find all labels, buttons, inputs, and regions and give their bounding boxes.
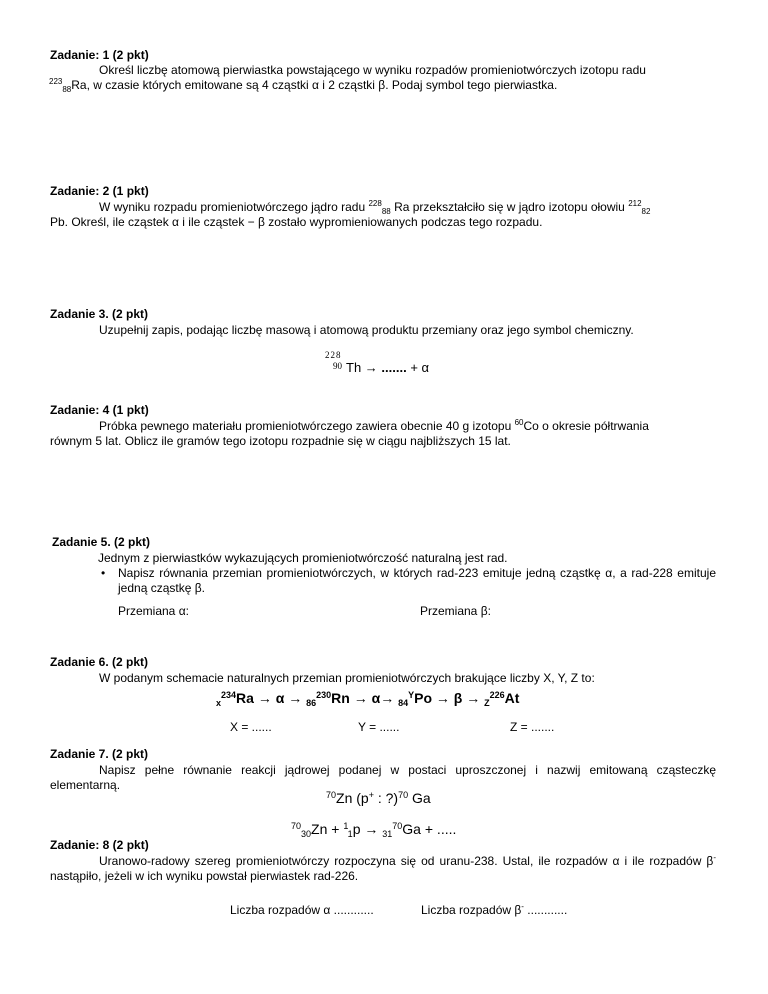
task-6-scheme [216,690,519,706]
task-7-text: Napisz pełne równanie reakcji jądrowej podanej w postaci uproszczonej i nazwij emitowaną cząsteczkę elementarną. [50,763,716,792]
task-3-blank: ....... [381,360,407,375]
task-7 [50,747,716,793]
task-3 [50,307,716,338]
bullet-icon: • [101,566,106,580]
task-1-iso-z: 88 [62,85,72,94]
scheme-x: x [216,698,222,708]
task-6 [50,655,716,686]
task-3-line1: Uzupełnij zapis, podając liczbę masową i atomową produktu przemiany oraz jego symbol chemiczny. [99,323,634,337]
feq-70a: 70 [291,821,302,831]
task-5-beta-label: Przemiana β: [420,604,491,618]
feq-31: 31 [382,829,393,839]
task-2-part1: W wyniku rozpadu promieniotwórczego jądro radu [99,200,369,214]
feq-1a: 1 [343,821,348,831]
task-7-full-equation [291,821,456,837]
feq-1b: 1 [347,829,353,839]
task-1-text [50,63,716,78]
task-5-bullet-text: Napisz równania przemian promieniotwórczych, w których rad-223 emituje jedną cząstkę α, a rad-228 emituje jedną cząstkę β. [118,566,716,595]
eq-ga: Ga [408,790,431,806]
task-6-title: Zadanie 6. (2 pkt) [50,655,149,669]
task-4 [50,403,716,449]
task-1-title: Zadanie: 1 (2 pkt) [50,48,149,62]
task-5-alpha-label: Przemiana α: [118,604,189,618]
task-1-line1: Określ liczbę atomową pierwiastka powstającego w wyniku rozpadów promieniotwórczych izotopu radu [99,63,646,77]
task-2-part2: Ra przekształciło się w jądro izotopu ołowiu [390,200,629,214]
task-2 [50,184,716,230]
task-8-text1: Uranowo-radowy szereg promieniotwórczy rozpoczyna się od uranu-238. Ustal, ile rozpadów α i ile rozpadów β [99,854,714,868]
task-6-x-answer: X = ...... [230,720,272,734]
task-8-text2: nastąpiło, jeżeli w ich wyniku powstał pierwiastek rad-226. [50,869,359,883]
scheme-at: At [504,690,520,706]
eq-plus: + [368,790,374,800]
task-6-line1: W podanym schemacie naturalnych przemian promieniotwórczych brakujące liczby X, Y, Z to: [99,671,595,685]
task-2-ra-z: 88 [381,207,391,216]
feq-zn: Zn + [311,821,344,837]
scheme-rn: Rn → α→ [331,690,399,706]
scheme-230: 230 [316,690,332,700]
task-3-equation [346,360,429,375]
task-1 [50,48,716,93]
task-8-text [50,854,716,884]
task-4-part1: Próbka pewnego materiału promieniotwórczego zawiera obecnie 40 g izotopu [99,419,515,433]
task-5-bullet-row [98,566,716,596]
task-3-th-mass: 228 [325,350,342,360]
task-5-line1: Jednym z pierwiastków wykazujących promieniotwórczość naturalną jest rad. [98,551,508,565]
task-8 [50,838,716,884]
task-2-title: Zadanie: 2 (1 pkt) [50,184,149,198]
task-8-beta-label: Liczba rozpadów β [421,903,522,917]
task-4-text [50,419,716,434]
scheme-226: 226 [489,690,505,700]
scheme-z: Z [484,698,490,708]
task-7-short-equation [326,790,431,806]
task-8-alpha-count: Liczba rozpadów α ............ [230,903,374,917]
task-1-line2-row [49,78,716,93]
task-6-z-answer: Z = ....... [510,720,555,734]
task-8-minus: - [713,853,717,862]
scheme-84: 84 [398,698,409,708]
eq-mid: : ?) [373,790,399,806]
task-5-title: Zadanie 5. (2 pkt) [52,535,151,549]
scheme-234: 234 [221,690,237,700]
task-4-co-mass: 60 [514,418,524,427]
task-4-part2: Co o okresie półtrwania [523,419,649,433]
task-3-arrow: → [364,360,378,375]
task-2-text [50,200,716,215]
task-2-pb-mass: 212 [628,199,642,208]
task-4-line2: równym 5 lat. Oblicz ile gramów tego izotopu rozpadnie się w ciągu najbliższych 15 lat. [50,434,511,448]
task-8-beta-dots: ............ [523,903,568,917]
task-1-iso-mass: 223 [49,77,63,86]
task-3-rest: + α [410,360,430,375]
task-4-title: Zadanie: 4 (1 pkt) [50,403,149,417]
scheme-po: Po → β → [414,690,485,706]
task-3-th-symbol: Th [346,360,362,375]
scheme-ra: Ra → α → [236,690,307,706]
task-2-pb-z: 82 [641,207,651,216]
task-5 [52,535,718,596]
feq-30: 30 [301,829,312,839]
eq-70a: 70 [326,790,337,800]
task-8-title: Zadanie: 8 (2 pkt) [50,838,149,852]
eq-70b: 70 [398,790,409,800]
task-1-line2: Ra, w czasie których emitowane są 4 cząstki α i 2 cząstki β. Podaj symbol tego pierwiastka. [71,78,558,92]
task-8-beta-minus: - [521,902,524,911]
task-2-line2: Pb. Określ, ile cząstek α i ile cząstek − β zostało wypromieniowanych podczas tego rozpadu. [50,215,543,229]
task-6-y-answer: Y = ...... [358,720,400,734]
scheme-y: Y [408,690,415,700]
feq-p: p → [352,821,383,837]
task-2-ra-mass: 228 [368,199,382,208]
task-8-beta-count [421,903,567,917]
feq-70b: 70 [392,821,403,831]
task-7-title: Zadanie 7. (2 pkt) [50,747,149,761]
scheme-86: 86 [306,698,317,708]
task-3-th-z: 90 [333,361,342,371]
eq-zn: Zn (p [336,790,369,806]
feq-ga: Ga + ..... [402,821,457,837]
task-3-title: Zadanie 3. (2 pkt) [50,307,149,321]
